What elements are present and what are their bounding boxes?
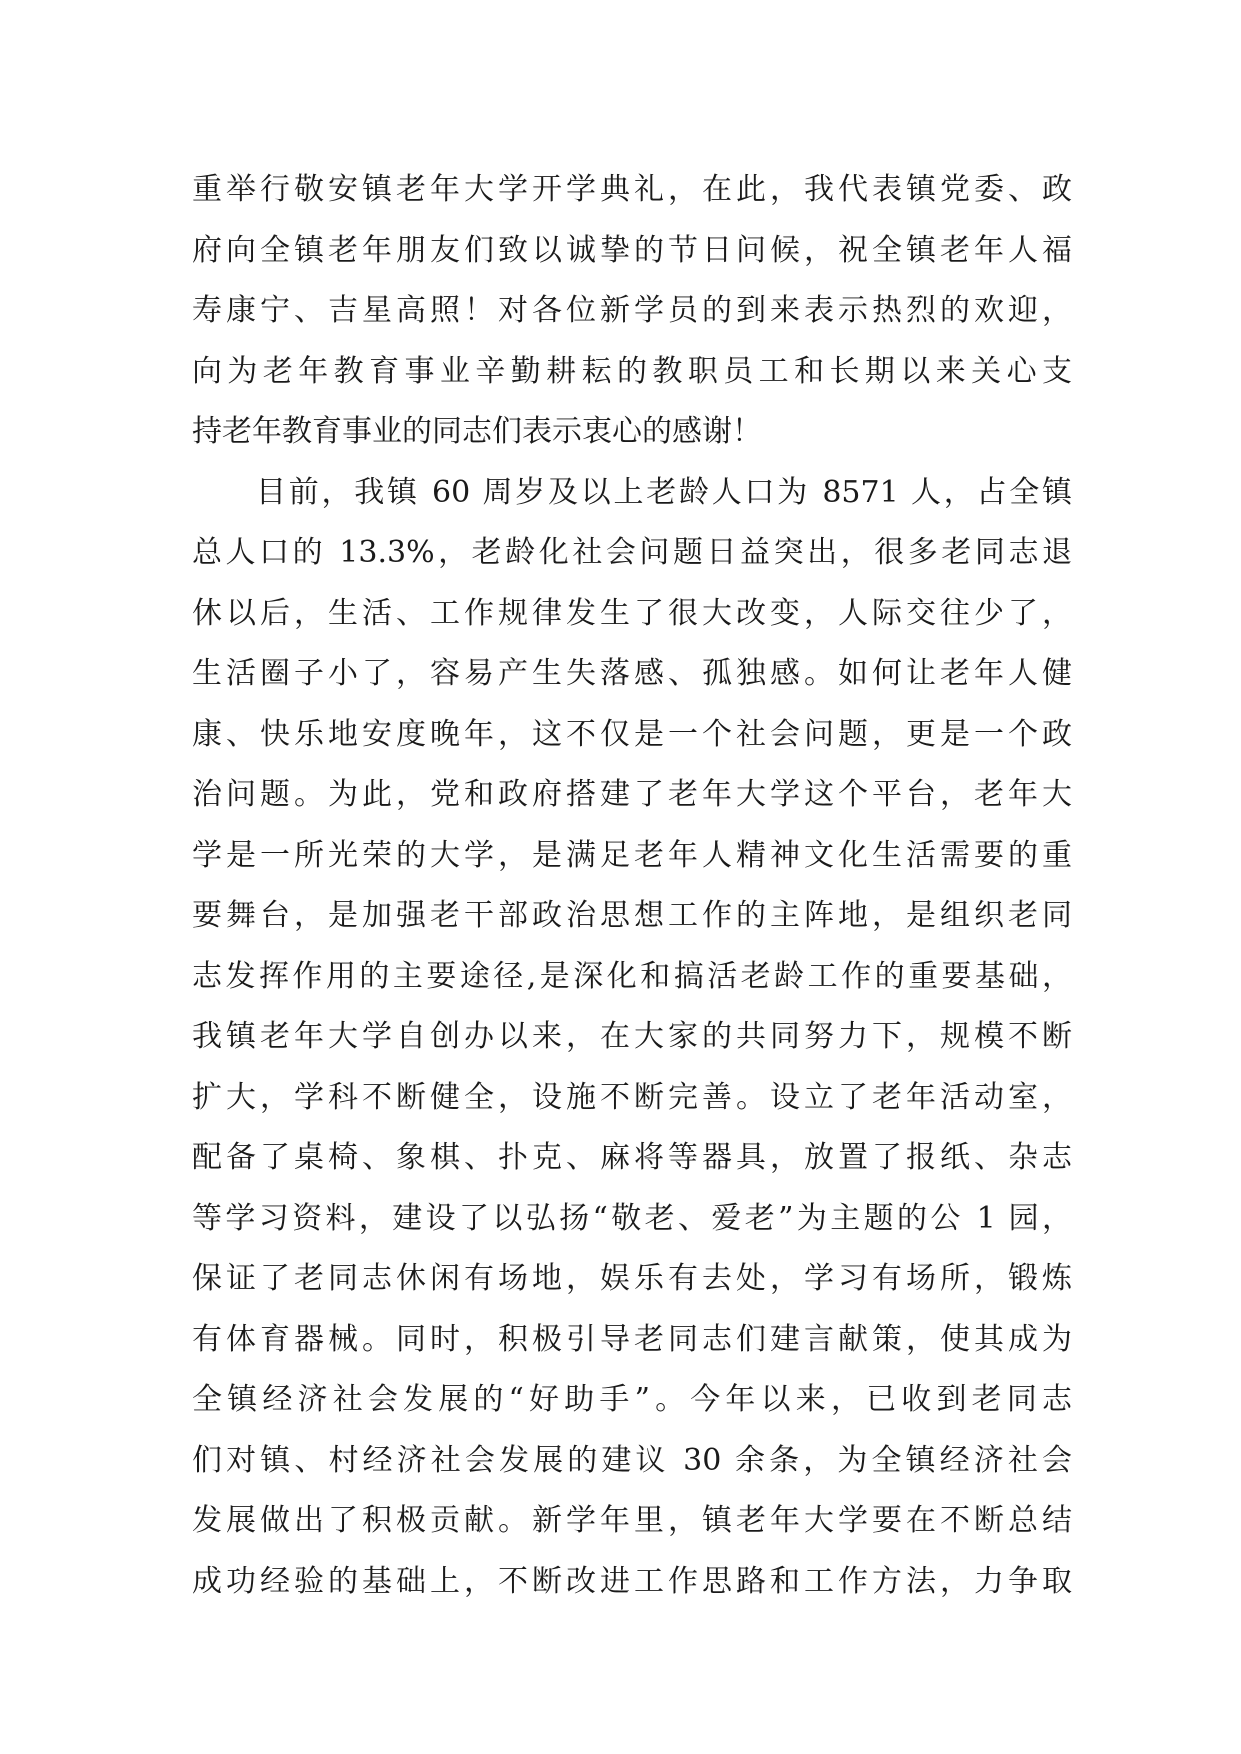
body-text [192,160,1072,1612]
text-line: 府向全镇老年朋友们致以诚挚的节日问候，祝全镇老年人福 [192,232,1072,268]
text-line: 我镇老年大学自创办以来，在大家的共同努力下，规模不断 [192,1019,1072,1054]
text-line: 康、快乐地安度晚年，这不仅是一个社会问题，更是一个政 [192,716,1072,752]
text-line: 有体育器械。同时，积极引导老同志们建言献策，使其成为 [192,1321,1072,1357]
text-line: 成功经验的基础上，不断改进工作思路和工作方法，力争取 [192,1563,1072,1599]
text-line: 治问题。为此，党和政府搭建了老年大学这个平台，老年大 [192,777,1072,812]
text-line: 等学习资料，建设了以弘扬“敬老、爱老”为主题的公 1 园， [192,1200,1072,1236]
text-line: 保证了老同志休闲有场地，娱乐有去处，学习有场所，锻炼 [192,1261,1072,1296]
text-line: 持老年教育事业的同志们表示衷心的感谢！ [192,414,762,449]
text-line: 总人口的 13.3%，老龄化社会问题日益突出，很多老同志退 [192,535,1072,570]
text-line: 向为老年教育事业辛勤耕耘的教职员工和长期以来关心支 [192,353,1072,389]
text-line: 配备了桌椅、象棋、扑克、麻将等器具，放置了报纸、杂志 [192,1140,1072,1175]
text-line: 寿康宁、吉星高照！对各位新学员的到来表示热烈的欢迎， [192,293,1072,328]
text-line: 发展做出了积极贡献。新学年里，镇老年大学要在不断总结 [192,1503,1072,1538]
text-line: 休以后，生活、工作规律发生了很大改变，人际交往少了， [192,595,1072,631]
text-line: 志发挥作用的主要途径,是深化和搞活老龄工作的重要基础， [192,958,1072,994]
text-line: 学是一所光荣的大学，是满足老年人精神文化生活需要的重 [192,837,1072,873]
text-line: 重举行敬安镇老年大学开学典礼，在此，我代表镇党委、政 [192,172,1072,207]
paragraph-start-line: 目前，我镇 60 周岁及以上老龄人口为 8571 人，占全镇 [256,474,1072,510]
text-line: 扩大，学科不断健全，设施不断完善。设立了老年活动室， [192,1079,1072,1115]
text-line: 要舞台，是加强老干部政治思想工作的主阵地，是组织老同 [192,898,1072,933]
text-line: 全镇经济社会发展的“好助手”。今年以来，已收到老同志 [192,1382,1072,1417]
text-line: 生活圈子小了，容易产生失落感、孤独感。如何让老年人健 [192,656,1072,691]
text-line: 们对镇、村经济社会发展的建议 30 余条，为全镇经济社会 [192,1442,1072,1478]
